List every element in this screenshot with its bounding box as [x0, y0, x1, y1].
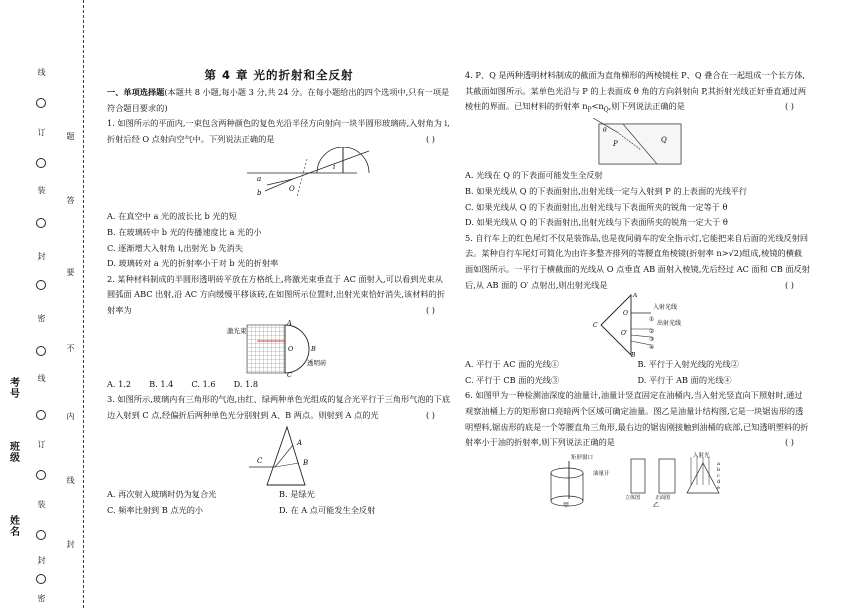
q1-label-a: a [257, 175, 262, 184]
q1-stem [107, 116, 451, 147]
chapter-title: 第 4 章 光的折射和全反射 [204, 68, 354, 82]
q4-option-d: D. 如果光线从 Q 的下表面射出,出射光线与下表面所夹的锐角一定大于 θ [465, 217, 728, 228]
q1-option-c: C. 逐渐增大入射角 i,出射光 b 先消失 [107, 242, 243, 253]
answer-paren: ( ) [426, 304, 435, 315]
binding-circle [36, 410, 46, 420]
answer-paren: ( ) [785, 101, 794, 112]
q2-label-c: C [287, 370, 292, 377]
q3-options-row1 [107, 487, 451, 503]
q2-label-o: O [288, 344, 294, 353]
binding-mark-zhuang: 装 [37, 500, 46, 509]
binding-mark-mi: 密 [37, 314, 46, 323]
q1-stem-text: 1. 如图所示的平面内,一束包含两种颜色的复色光沿半径方向射向一块半圆形玻璃砖,入射角为 i,折射后经 O 点射向空气中。下列说法正确的是 [107, 118, 450, 144]
q6-oil-gauge-diagram [465, 451, 810, 509]
q2-figure [107, 319, 451, 377]
q6-label-yi: 乙 [653, 501, 660, 509]
binding-mark-zhuang: 装 [37, 186, 46, 195]
q3-option-a: A. 再次射入玻璃时仍为复合光 [107, 489, 217, 500]
q1-option-a: A. 在真空中 a 光的波长比 b 光的短 [107, 211, 237, 222]
q5-label-b: B [631, 352, 636, 358]
q4-figure [465, 118, 810, 168]
binding-mark-feng: 封 [37, 252, 46, 261]
q4-option-a: A. 光线在 Q 的下表面可能发生全反射 [465, 170, 603, 181]
q2-stem-text: 2. 某种材料制成的半圆形透明砖平放在方格纸上,将激光束垂直于 AC 面射入,可以看到光束从圆弧面 ABC 出射,沿 AC 方向缓慢平移该砖,在如图所示位置时,出射光束恰好消失,该材料的折射率为 [107, 273, 445, 315]
q1-option-d: D. 玻璃砖对 a 光的折射率小于对 b 光的折射率 [107, 258, 279, 269]
binding-circle [36, 218, 46, 228]
answer-paren: ( ) [426, 133, 435, 144]
q4-stem-text: 4. P、Q 是两种透明材料制成的截面为直角梯形的两棱镜柱 P、Q 叠合在一起组成一个长方体,其截面如图所示。某单色光沿与 P 的上表面成 θ 角的方向斜射向 P,其折射光线正好垂直通过两棱柱的界面。已知材料的折射率 n [465, 70, 807, 112]
q6-label-solid: 立体图 [625, 494, 641, 501]
q6-tag-b: b [717, 466, 721, 473]
q1-label-i: i [333, 163, 336, 172]
binding-note-ti: 题 [66, 132, 75, 141]
binding-circle [36, 98, 46, 108]
binding-circle [36, 470, 46, 480]
q6-label-jia: 甲 [563, 501, 570, 509]
exam-number-label: 考号 [10, 378, 20, 400]
q3-figure [107, 423, 451, 487]
q1-label-o: O [289, 185, 295, 194]
q4-sub-q: Q [603, 106, 609, 114]
section-description: (本题共 8 小题,每小题 3 分,共 24 分。在每小题给出的四个选项中,只有一项是符合题目要求的) [107, 87, 450, 113]
q4-option-c: C. 如果光线从 Q 的下表面射出,出射光线与下表面所夹的锐角一定等于 θ [465, 201, 728, 212]
left-column [107, 68, 451, 519]
q4-stem-end: ,则下列说法正确的是 [608, 101, 685, 112]
q6-tag-c: c [717, 472, 720, 479]
binding-note-bu: 不 [66, 344, 75, 353]
class-label: 班级 [10, 442, 20, 464]
q1-semicircle-diagram [107, 147, 451, 209]
q4-stem-lt: <n [591, 101, 604, 112]
name-label: 姓名 [10, 516, 20, 538]
q5-prism-diagram [465, 293, 810, 357]
binding-note-feng: 封 [66, 540, 75, 549]
binding-circle [36, 280, 46, 290]
q5-label-n1: ① [649, 316, 655, 324]
q6-tag-d: d [717, 478, 721, 485]
q4-prism-diagram [465, 118, 810, 168]
q5-label-outgoing: 出射光线 [657, 320, 682, 328]
q4-sub-p: P [587, 106, 592, 114]
q5-figure [465, 293, 810, 357]
q5-option-d: D. 平行于 AB 面的光线④ [637, 374, 732, 385]
q6-label-light: 入射光 [693, 452, 710, 459]
q3-option-b: B. 是绿光 [279, 489, 315, 500]
q3-options-row2 [107, 503, 451, 519]
binding-circle [36, 158, 46, 168]
q5-options-row1 [465, 357, 810, 373]
q4-stem [465, 68, 810, 118]
binding-mark-ding: 订 [37, 440, 46, 449]
q5-options-row2 [465, 373, 810, 389]
binding-circle [36, 530, 46, 540]
binding-note-xian: 线 [66, 476, 75, 485]
q6-label-window: 矩形窗口 [571, 454, 594, 461]
q3-label-c: C [257, 457, 263, 466]
q2-stem [107, 272, 451, 319]
q3-stem [107, 392, 451, 423]
answer-paren: ( ) [426, 409, 435, 420]
binding-circle [36, 346, 46, 356]
q6-tag-e: e [717, 484, 720, 491]
q6-figure [465, 451, 810, 509]
q5-label-n2: ② [649, 328, 655, 336]
q3-option-d: D. 在 A 点可能发生全反射 [279, 504, 376, 515]
q5-stem [465, 231, 810, 293]
binding-circle [36, 574, 46, 584]
q6-label-front: 正面图 [655, 494, 671, 501]
q3-triangle-diagram [107, 423, 451, 487]
q4-label-p: P [613, 140, 618, 149]
answer-paren: ( ) [785, 437, 794, 448]
q2-label-b: B [311, 344, 316, 353]
q1-option-b: B. 在玻璃砖中 b 光的传播速度比 a 光的小 [107, 226, 262, 237]
q2-label-laser: 激光束 [227, 326, 247, 335]
q1-label-b: b [257, 189, 262, 198]
binding-margin [0, 0, 92, 608]
binding-mark-xian: 线 [37, 68, 46, 77]
q2-option-d: D. 1.8 [233, 378, 259, 389]
q4-label-q: Q [661, 136, 667, 145]
section-header [107, 85, 451, 116]
binding-mark-mi: 密 [37, 594, 46, 603]
q2-grid-diagram [107, 319, 451, 377]
q6-tag-a: a [717, 460, 720, 467]
binding-note-nei: 内 [66, 412, 75, 421]
q5-label-n3: ③ [649, 336, 655, 344]
q4-option-b: B. 如果光线从 Q 的下表面射出,出射光线一定与入射到 P 的上表面的光线平行 [465, 186, 748, 197]
q2-label-a: A [287, 318, 292, 327]
q1-figure [107, 147, 451, 209]
q4-label-theta: θ [603, 127, 607, 135]
q6-stem-text: 6. 如图甲为一种检测油深度的油量计,油量计竖直固定在油桶内,当入射光竖直向下照射时,通过观察油桶上方的矩形窗口亮暗两个区域可确定油量。图乙是油量计结构图,它是一块锯齿形的透明塑料,锯齿形的底是一个等腰直角三角形,最右边的锯齿刚接触到油桶的底部,已知透明塑料的折射率小于油的折射率,则下列说法正确的是 [465, 390, 809, 448]
q5-label-a: A [633, 293, 638, 300]
q6-label-meter: 油量计 [593, 470, 610, 477]
q5-option-c: C. 平行于 CB 面的光线③ [465, 374, 560, 385]
q3-option-c: C. 频率比射到 B 点光的小 [107, 504, 204, 515]
binding-note-yao: 要 [66, 268, 75, 277]
q3-stem-text: 3. 如图所示,玻璃内有三角形的气泡,由红、绿两种单色光组成的复合光平行于三角形气泡的下底边入射到 C 点,经偏折后两种单色光分别射到 A、B 两点。则射到 A 点的光 [107, 394, 451, 420]
binding-mark-ding: 订 [37, 128, 46, 137]
q2-option-c: C. 1.6 [191, 378, 216, 389]
q5-label-n4: ④ [649, 344, 655, 352]
q5-stem-text: 5. 自行车上的红色尾灯不仅是装饰品,也是夜间骑车的安全指示灯,它能把来自后面的光线反射回去。某种自行车尾灯可简化为由许多整齐排列的等腰直角棱镜(折射率 n>√2)组成,棱镜的横截面如图所示。一平行于横截面的光线从 O 点垂直 AB 面射入棱镜,先后经过 AC 面和 CB 面反射后,从 AB 面的 O′ 点射出,则出射光线是 [465, 232, 810, 290]
q3-label-b: B [303, 459, 309, 468]
q5-label-incoming: 入射光线 [653, 304, 678, 312]
binding-mark-feng: 封 [37, 556, 46, 565]
section-heading: 一、单项选择题 [107, 87, 165, 97]
right-column [465, 68, 810, 509]
q2-options [107, 377, 451, 393]
q5-label-c: C [593, 322, 598, 330]
binding-note-da: 答 [66, 196, 75, 205]
q5-option-b: B. 平行于入射光线的光线② [637, 359, 739, 370]
q5-label-o: O [623, 310, 628, 318]
q2-option-a: A. 1.2 [107, 378, 132, 389]
q5-option-a: A. 平行于 AC 面的光线① [465, 359, 560, 370]
answer-paren: ( ) [785, 279, 794, 290]
binding-mark-xian: 线 [37, 374, 46, 383]
binding-dashed-line [83, 0, 84, 608]
q2-label-brick: 透明砖 [307, 358, 327, 367]
q3-label-a: A [297, 439, 303, 448]
q2-option-b: B. 1.4 [149, 378, 174, 389]
q5-label-o-prime: O′ [621, 330, 628, 338]
q6-stem [465, 388, 810, 450]
